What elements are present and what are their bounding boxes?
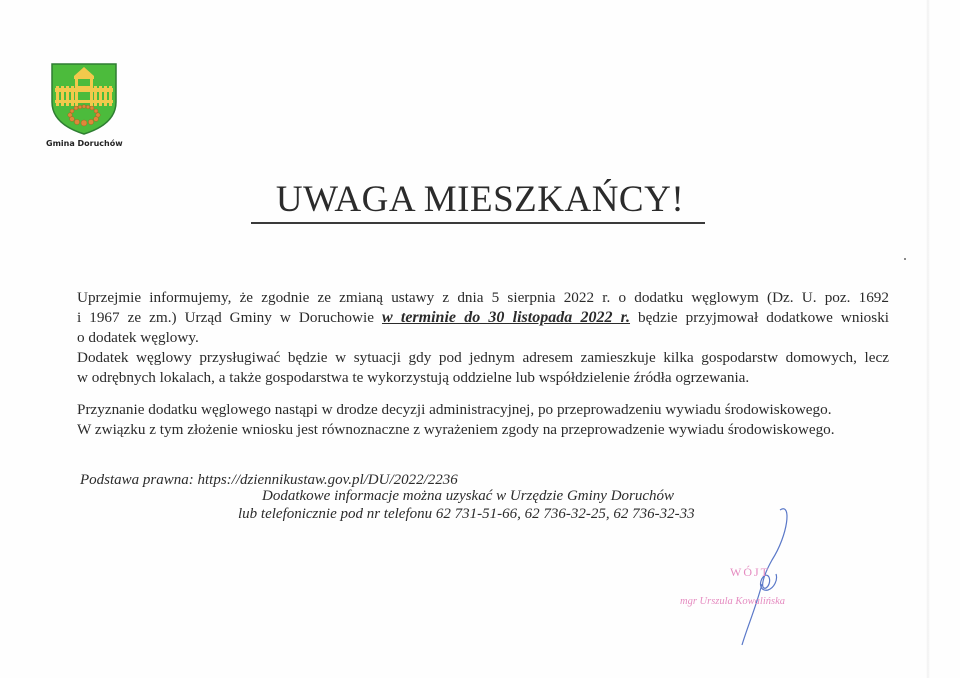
paper-crease	[926, 0, 930, 678]
text-line: Uprzejmie informujemy, że zgodnie ze zmianą ustawy z dnia 5 sierpnia 2022 r. o dodatku węglowym (Dz. U. poz. 1692	[77, 289, 889, 306]
paragraph-announcement	[77, 288, 889, 388]
page-title: UWAGA MIESZKAŃCY!	[275, 179, 685, 220]
coat-of-arms-icon	[50, 62, 118, 136]
text-line: Przyznanie dodatku węglowego nastąpi w drodze decyzji administracyjnej, po przeprowadzeniu wywiadu środowiskowego.	[77, 401, 832, 418]
text-line: Dodatek węglowy przysługiwać będzie w sytuacji gdy pod jednym adresem zamieszkuje kilka gospodarstw domowych, lecz	[77, 349, 889, 366]
contact-phone-line: lub telefonicznie pod nr telefonu 62 731-51-66, 62 736-32-25, 62 736-32-33	[238, 506, 695, 522]
stamp-title: WÓJT	[730, 565, 770, 579]
text-line	[77, 308, 889, 328]
title-underline	[251, 222, 705, 224]
stamp-name: mgr Urszula Kowalińska	[680, 596, 786, 607]
legal-basis: Podstawa prawna: https://dziennikustaw.gov.pl/DU/2022/2236	[80, 472, 458, 488]
municipality-emblem	[46, 62, 122, 148]
deadline-highlight: w terminie do 30 listopada 2022 r.	[381, 309, 631, 326]
text-segment: będzie przyjmował dodatkowe wnioski	[630, 309, 890, 326]
scan-speck	[904, 258, 906, 260]
text-line: w odrębnych lokalach, a także gospodarstwa te wykorzystują oddzielne lub współdzielenie źródła ogrzewania.	[77, 369, 750, 386]
contact-info-line: Dodatkowe informacje można uzyskać w Urzędzie Gminy Doruchów	[262, 488, 675, 504]
text-line: W związku z tym złożenie wniosku jest równoznaczne z wyrażeniem zgody na przeprowadzenie wywiadu środowiskowego.	[77, 421, 835, 438]
text-segment: i 1967 ze zm.) Urząd Gminy w Doruchowie	[77, 309, 382, 326]
paragraph-decision	[77, 400, 889, 440]
text-line: o dodatek węglowy.	[77, 329, 199, 346]
emblem-caption: Gmina Doruchów	[46, 139, 123, 148]
